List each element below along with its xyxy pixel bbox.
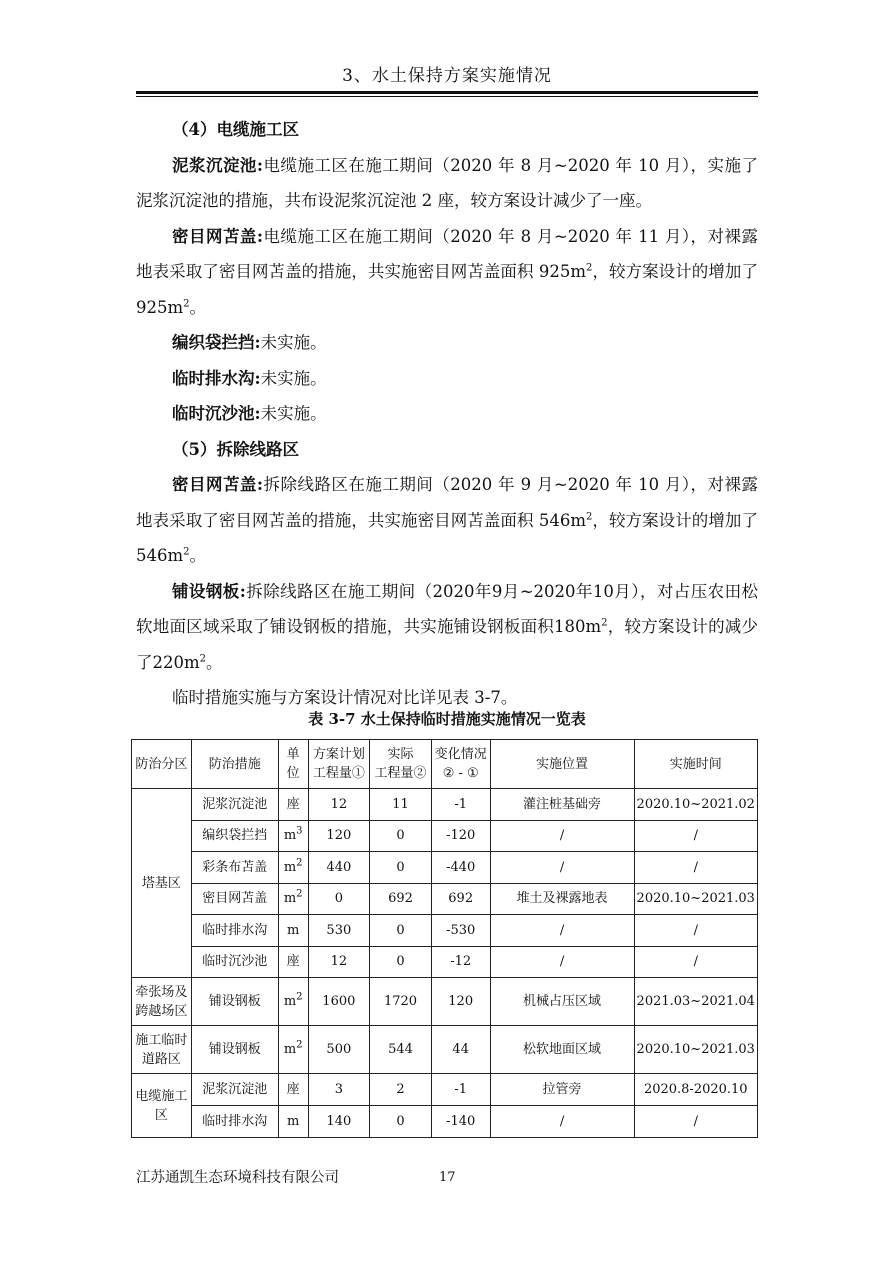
body-text — [136, 112, 758, 716]
text-cable-net-b: ，较方案设计的增加了 925m — [136, 262, 758, 317]
sup-demolition-net-b: 2 — [183, 546, 190, 558]
para-cable-mud — [136, 148, 758, 219]
cell-time: 2021.03~2021.04 — [634, 978, 757, 1026]
para-cable-sand — [136, 396, 758, 432]
cell-location: 灌注桩基础旁 — [490, 789, 634, 821]
cell-time: / — [634, 915, 757, 947]
cell-plan: 500 — [308, 1026, 370, 1074]
cell-time: / — [634, 852, 757, 884]
text-cable-bag: 未实施。 — [260, 333, 327, 352]
cell-actual: 2 — [370, 1074, 432, 1106]
para-cable-ditch — [136, 361, 758, 397]
cell-time: 2020.10~2021.02 — [634, 789, 757, 821]
cell-measure: 编织袋拦挡 — [191, 820, 278, 852]
cell-change: 692 — [431, 883, 490, 915]
text-demolition-net-a: 拆除线路区在施工期间（2020 年 9 月~2020 年 10 月），对裸露地表采取了密目网苫盖的措施，共实施密目网苫盖面积 546m — [136, 475, 758, 530]
cell-actual: 0 — [370, 852, 432, 884]
sup-cable-net-b: 2 — [183, 298, 190, 309]
header-measure: 防治措施 — [191, 740, 278, 789]
cell-plan: 1600 — [308, 978, 370, 1026]
cell-measure: 临时排水沟 — [191, 1106, 278, 1138]
cell-unit: $m^3$ — [278, 820, 308, 852]
cell-unit: $m^2$ — [278, 852, 308, 884]
label-cable-bag: 编织袋拦挡: — [172, 333, 261, 352]
table-row — [132, 1074, 758, 1106]
cell-plan: 3 — [308, 1074, 370, 1106]
measures-table — [131, 739, 758, 1138]
header-change-line1: 变化情况 — [434, 747, 487, 762]
table-row — [132, 789, 758, 821]
table-row — [132, 946, 758, 978]
cell-measure: 铺设钢板 — [191, 1026, 278, 1074]
cell-location: 机械占压区域 — [490, 978, 634, 1026]
cell-measure: 泥浆沉淀池 — [191, 789, 278, 821]
cell-change: -120 — [431, 820, 490, 852]
para-cable-bag — [136, 325, 758, 361]
section-heading-demolition: （5）拆除线路区 — [172, 439, 299, 459]
para-demolition-steel — [136, 574, 758, 681]
table-row — [132, 978, 758, 1026]
cell-actual: 0 — [370, 1106, 432, 1138]
cell-location: / — [490, 946, 634, 978]
cell-actual: 692 — [370, 883, 432, 915]
header-location: 实施位置 — [490, 740, 634, 789]
cell-plan: 120 — [308, 820, 370, 852]
sup-cable-net-a: 2 — [585, 262, 593, 274]
cell-time: / — [634, 946, 757, 978]
cell-unit: $m^2$ — [278, 883, 308, 915]
text-demolition-net-c: 。 — [189, 546, 207, 565]
cell-change: -140 — [431, 1106, 490, 1138]
sup-demolition-steel-b: 2 — [199, 653, 207, 664]
header-plan — [308, 740, 370, 789]
cell-change: -1 — [431, 789, 490, 821]
label-cable-ditch: 临时排水沟: — [172, 368, 261, 388]
cell-measure: 临时沉沙池 — [191, 946, 278, 978]
header-change-line2: ② - ① — [442, 766, 479, 781]
footer-company: 江苏通凯生态环境科技有限公司 — [136, 1170, 339, 1186]
cell-unit: $m^2$ — [278, 1026, 308, 1074]
cell-unit: 座 — [278, 1074, 308, 1106]
cell-actual: 0 — [370, 820, 432, 852]
label-demolition-net: 密目网苫盖: — [172, 475, 263, 494]
header-rule-thick — [136, 91, 758, 94]
cell-plan: 440 — [308, 852, 370, 884]
cell-location: 拉管旁 — [490, 1074, 634, 1106]
cell-unit: 座 — [278, 789, 308, 821]
cell-location: / — [490, 852, 634, 884]
table-row — [132, 820, 758, 852]
header-zone: 防治分区 — [132, 740, 192, 789]
cell-time: / — [634, 820, 757, 852]
cell-unit: $m^2$ — [278, 978, 308, 1026]
header-time: 实施时间 — [634, 740, 757, 789]
cell-location: 松软地面区域 — [490, 1026, 634, 1074]
text-cable-net-a: 电缆施工区在施工期间（2020 年 8 月~2020 年 11 月），对裸露地表采取了密目网苫盖的措施，共实施密目网苫盖面积 925m — [136, 226, 758, 281]
text-cable-sand: 未实施。 — [260, 404, 327, 423]
para-summary: 临时措施实施与方案设计情况对比详见表 3-7。 — [172, 688, 518, 707]
cell-measure: 泥浆沉淀池 — [191, 1074, 278, 1106]
label-cable-sand: 临时沉沙池: — [172, 404, 261, 423]
cell-plan: 530 — [308, 915, 370, 947]
cell-change: -12 — [431, 946, 490, 978]
cell-measure: 彩条布苫盖 — [191, 852, 278, 884]
cell-location: 堆土及裸露地表 — [490, 883, 634, 915]
table-header-row — [132, 740, 758, 789]
text-cable-mud: 电缆施工区在施工期间（2020 年 8 月~2020 年 10 月），实施了泥浆沉淀池的措施，共布设泥浆沉淀池 2 座，较方案设计减少了一座。 — [136, 155, 758, 210]
cell-time: 2020.10~2021.03 — [634, 883, 757, 915]
section-heading-cable: （4）电缆施工区 — [172, 120, 299, 139]
header-unit: 单位 — [278, 740, 308, 789]
cell-change: -1 — [431, 1074, 490, 1106]
label-cable-mud: 泥浆沉淀池: — [172, 155, 263, 175]
zone-tower: 塔基区 — [132, 789, 192, 978]
cell-unit: m — [278, 1106, 308, 1138]
table-row — [132, 1106, 758, 1138]
zone-tension: 牵张场及 跨越场区 — [132, 978, 192, 1026]
para-demolition-net — [136, 467, 758, 574]
text-demolition-net-b: ，较方案设计的增加了 546m — [136, 510, 758, 565]
text-demolition-steel-c: 。 — [206, 652, 223, 672]
page-number: 17 — [439, 1170, 456, 1185]
text-demolition-steel-a: 拆除线路区在施工期间（2020年9月~2020年10月），对占压农田松软地面区域采取了铺设钢板的措施，共实施铺设钢板面积180m — [136, 581, 759, 636]
header-actual — [370, 740, 432, 789]
table-row — [132, 915, 758, 947]
cell-location: / — [490, 820, 634, 852]
header-actual-line1: 实际 — [387, 747, 414, 762]
label-cable-net: 密目网苫盖: — [172, 226, 263, 246]
cell-plan: 12 — [308, 789, 370, 821]
cell-change: -440 — [431, 852, 490, 884]
header-change — [431, 740, 490, 789]
cell-actual: 1720 — [370, 978, 432, 1026]
cell-plan: 140 — [308, 1106, 370, 1138]
header-plan-line2: 工程量① — [312, 766, 365, 781]
header-plan-line1: 方案计划 — [312, 747, 365, 762]
cell-plan: 12 — [308, 946, 370, 978]
header-rule-thin — [136, 96, 758, 97]
label-demolition-steel: 铺设钢板: — [172, 581, 246, 601]
cell-unit: 座 — [278, 946, 308, 978]
table-row — [132, 852, 758, 884]
zone-road: 施工临时 道路区 — [132, 1026, 192, 1074]
cell-actual: 11 — [370, 789, 432, 821]
cell-time: / — [634, 1106, 757, 1138]
cell-change: 120 — [431, 978, 490, 1026]
text-demolition-steel-b: ，较方案设计的减少了220m — [136, 617, 759, 672]
text-cable-ditch: 未实施。 — [260, 368, 327, 388]
page-header-title: 3、水土保持方案实施情况 — [342, 66, 552, 86]
cell-unit: m — [278, 915, 308, 947]
cell-location: / — [490, 1106, 634, 1138]
sup-demolition-net-a: 2 — [585, 511, 593, 522]
cell-time: 2020.10~2021.03 — [634, 1026, 757, 1074]
text-cable-net-c: 。 — [189, 297, 207, 317]
cell-measure: 铺设钢板 — [191, 978, 278, 1026]
cell-time: 2020.8-2020.10 — [634, 1074, 757, 1106]
table-row — [132, 883, 758, 915]
cell-plan: 0 — [308, 883, 370, 915]
cell-actual: 0 — [370, 915, 432, 947]
cell-location: / — [490, 915, 634, 947]
zone-cable: 电缆施工 区 — [132, 1074, 192, 1138]
cell-change: 44 — [431, 1026, 490, 1074]
para-cable-net — [136, 219, 758, 326]
cell-actual: 544 — [370, 1026, 432, 1074]
header-actual-line2: 工程量② — [374, 766, 427, 781]
cell-measure: 密目网苫盖 — [191, 883, 278, 915]
cell-change: -530 — [431, 915, 490, 947]
cell-actual: 0 — [370, 946, 432, 978]
table-row — [132, 1026, 758, 1074]
table-caption: 表 3-7 水土保持临时措施实施情况一览表 — [308, 710, 586, 728]
sup-demolition-steel-a: 2 — [601, 617, 608, 629]
cell-measure: 临时排水沟 — [191, 915, 278, 947]
